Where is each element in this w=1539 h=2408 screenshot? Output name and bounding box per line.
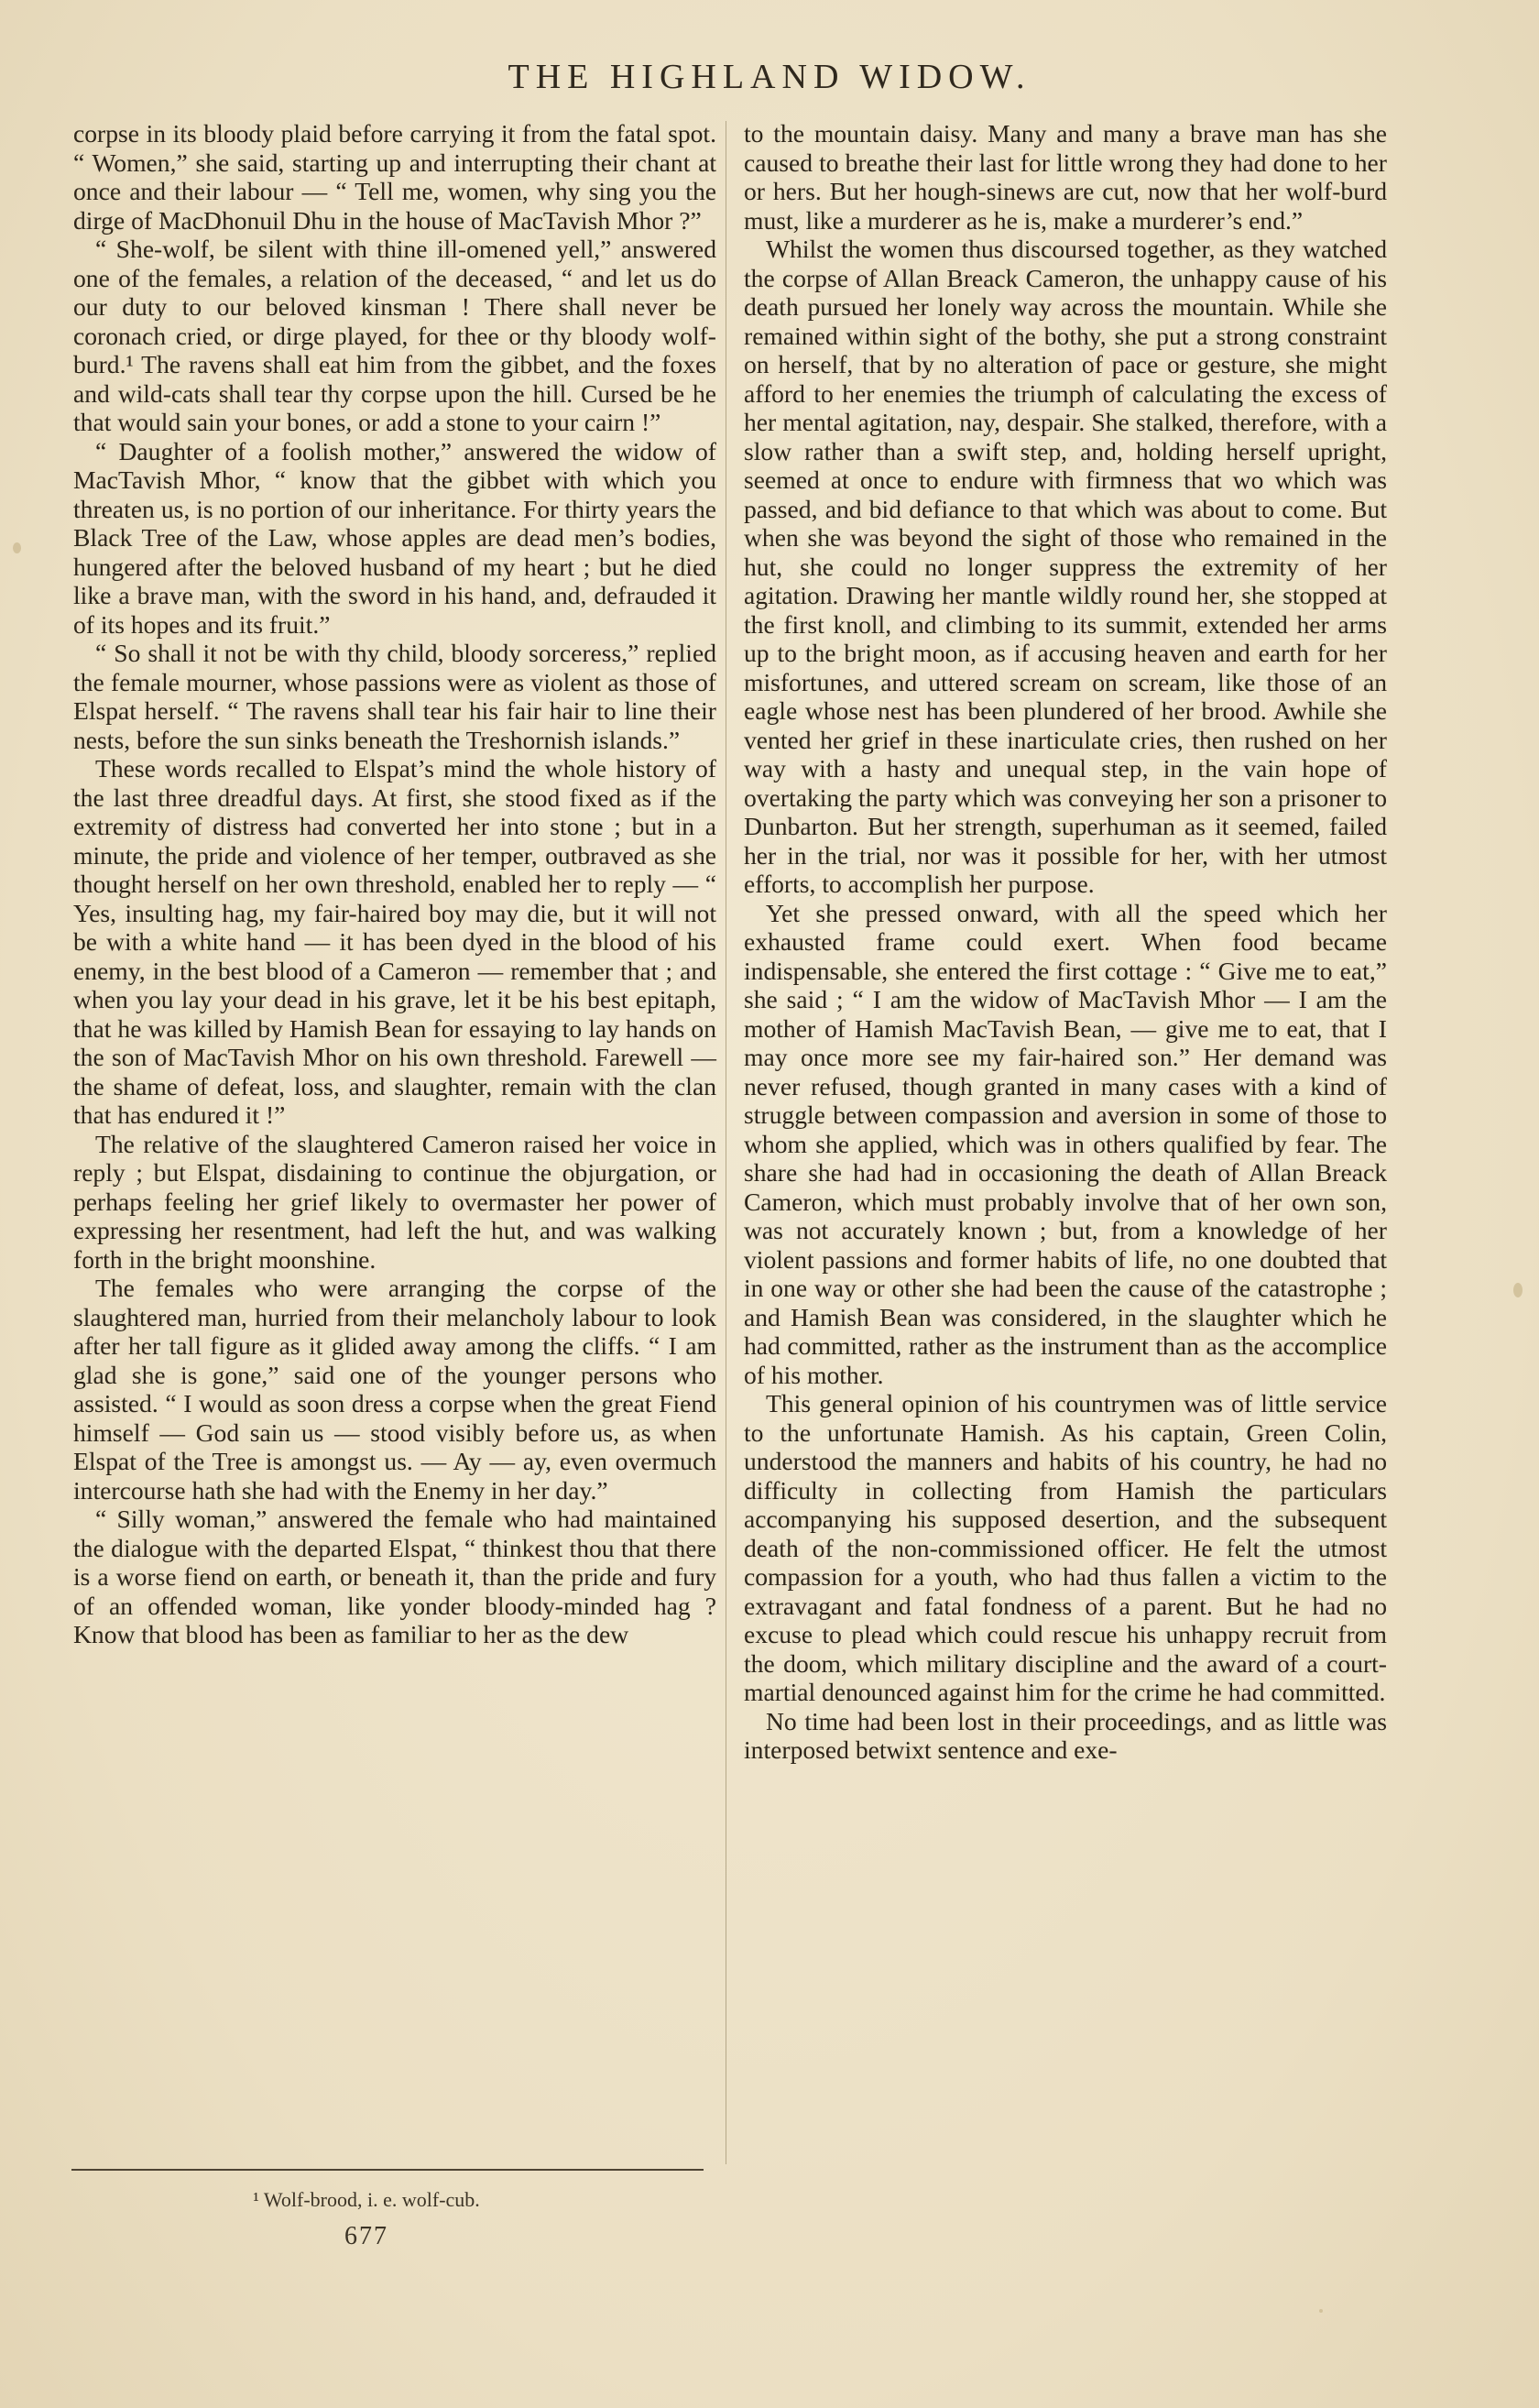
left-text-column	[73, 119, 716, 1649]
paragraph: Yet she pressed onward, with all the speed which her exhausted frame could exert. When food became indispensable, she entered the first cottage : “ Give me to eat,” she said ; “ I am the widow of MacTavish Mhor — I am the mother of Hamish MacTavish Bean, — give me to eat, that I may once more see my fair-haired son.” Her demand was never refused, though granted in many cases with a kind of struggle between compassion and aversion in some of those to whom she applied, which was in others qualified by fear. The share she had had in occasioning the death of Allan Breack Cameron, which must probably involve that of her own son, was not accurately known ; but, from a knowledge of her violent passions and former habits of life, no one doubted that in one way or other she had been the cause of the catastrophe ; and Hamish Bean was considered, in the slaughter which he had committed, rather as the instrument than as the accomplice of his mother.	[744, 898, 1387, 1389]
paper-stain	[13, 542, 21, 553]
paragraph: The relative of the slaughtered Cameron raised her voice in reply ; but Elspat, disdaining to continue the objurgation, or perhaps feeling her grief likely to overmaster her power of expressing her resentment, had left the hut, and was walking forth in the bright moonshine.	[73, 1129, 716, 1274]
paragraph: No time had been lost in their proceedings, and as little was interposed betwixt sentence and exe-	[744, 1706, 1387, 1764]
right-text-column	[744, 119, 1387, 1765]
footnote: ¹ Wolf-brood, i. e. wolf-cub.	[253, 2188, 480, 2211]
running-title: THE HIGHLAND WIDOW.	[508, 58, 1031, 96]
footnote-rule	[71, 2169, 704, 2171]
paragraph: These words recalled to Elspat’s mind the whole history of the last three dreadful days. At first, she stood fixed as if the extremity of distress had converted her into stone ; but in a minute, the pride and violence of her temper, outbraved as she thought herself on her own threshold, enabled her to reply — “ Yes, insulting hag, my fair-haired boy may die, but it will not be with a white hand — it has been dyed in the blood of his enemy, in the best blood of a Cameron — remember that ; and when you lay your dead in his grave, let it be his best epitaph, that he was killed by Hamish Bean for essaying to lay hands on the son of MacTavish Mhor on his own threshold. Farewell — the shame of defeat, loss, and slaughter, remain with the clan that has endured it !”	[73, 754, 716, 1129]
paper-stain	[1319, 2309, 1323, 2313]
paragraph: corpse in its bloody plaid before carrying it from the fatal spot. “ Women,” she said, starting up and interrupting their chant at once and their labour — “ Tell me, women, why sing you the dirge of MacDhonuil Dhu in the house of MacTavish Mhor ?”	[73, 119, 716, 235]
paragraph: “ She-wolf, be silent with thine ill-omened yell,” answered one of the females, a relation of the deceased, “ and let us do our duty to our beloved kinsman ! There shall never be coronach cried, or dirge played, for thee or thy bloody wolf-burd.¹ The ravens shall eat him from the gibbet, and the foxes and wild-cats shall tear thy corpse upon the hill. Cursed be he that would sain your bones, or add a stone to your cairn !”	[73, 235, 716, 436]
paragraph: “ So shall it not be with thy child, bloody sorceress,” replied the female mourner, whose passions were as violent as those of Elspat herself. “ The ravens shall tear his fair hair to line their nests, before the sun sinks beneath the Treshornish islands.”	[73, 639, 716, 754]
page-number: 677	[344, 2222, 388, 2250]
paragraph: “ Silly woman,” answered the female who had maintained the dialogue with the departed Elspat, “ thinkest thou that there is a worse fiend on earth, or beneath it, than the pride and fury of an offended woman, like yonder bloody-minded hag ? Know that blood has been as familiar to her as the dew	[73, 1505, 716, 1648]
paragraph: The females who were arranging the corpse of the slaughtered man, hurried from their melancholy labour to look after her tall figure as it glided away among the cliffs. “ I am glad she is gone,” said one of the younger persons who assisted. “ I would as soon dress a corpse when the great Fiend himself — God sain us — stood visibly before us, as when Elspat of the Tree is amongst us. — Ay — ay, even overmuch intercourse hath she had with the Enemy in her day.”	[73, 1274, 716, 1505]
paper-stain	[1513, 1283, 1523, 1297]
paragraph: to the mountain daisy. Many and many a brave man has she caused to breathe their last for little wrong they had done to her or hers. But her hough-sinews are cut, now that her wolf-burd must, like a murderer as he is, make a murderer’s end.”	[744, 119, 1387, 235]
paragraph: Whilst the women thus discoursed together, as they watched the corpse of Allan Breack Cameron, the unhappy cause of his death pursued her lonely way across the mountain. While she remained within sight of the bothy, she put a strong constraint on herself, that by no alteration of pace or gesture, she might afford to her enemies the triumph of calculating the excess of her mental agitation, nay, despair. She stalked, therefore, with a slow rather than a swift step, and, holding herself upright, seemed at once to endure with firmness that wo which was passed, and bid defiance to that which was about to come. But when she was beyond the sight of those who remained in the hut, she could no longer suppress the extremity of her agitation. Drawing her mantle wildly round her, she stopped at the first knoll, and climbing to its summit, extended her arms up to the bright moon, as if accusing heaven and earth for her misfortunes, and uttered scream on scream, like those of an eagle whose nest has been plundered of her brood. Awhile she vented her grief in these inarticulate cries, then rushed on her way with a hasty and unequal step, in the vain hope of overtaking the party which was conveying her son a prisoner to Dunbarton. But her strength, superhuman as it seemed, failed her in the trial, nor was it possible for her, with her utmost efforts, to accomplish her purpose.	[744, 235, 1387, 898]
paragraph: This general opinion of his countrymen was of little service to the unfortunate Hamish. As his captain, Green Colin, understood the manners and habits of his country, he had no difficulty in collecting from Hamish the particulars accompanying his supposed desertion, and the subsequent death of the non-commissioned officer. He felt the utmost compassion for a youth, who had thus fallen a victim to the extravagant and fatal fondness of a parent. But he had no excuse to plead which could rescue his unhappy recruit from the doom, which military discipline and the award of a court-martial denounced against him for the crime he had committed.	[744, 1389, 1387, 1706]
paragraph: “ Daughter of a foolish mother,” answered the widow of MacTavish Mhor, “ know that the gibbet with which you threaten us, is no portion of our inheritance. For thirty years the Black Tree of the Law, whose apples are dead men’s bodies, hungered after the beloved husband of my heart ; but he died like a brave man, with the sword in his hand, and, defrauded it of its hopes and its fruit.”	[73, 436, 716, 639]
